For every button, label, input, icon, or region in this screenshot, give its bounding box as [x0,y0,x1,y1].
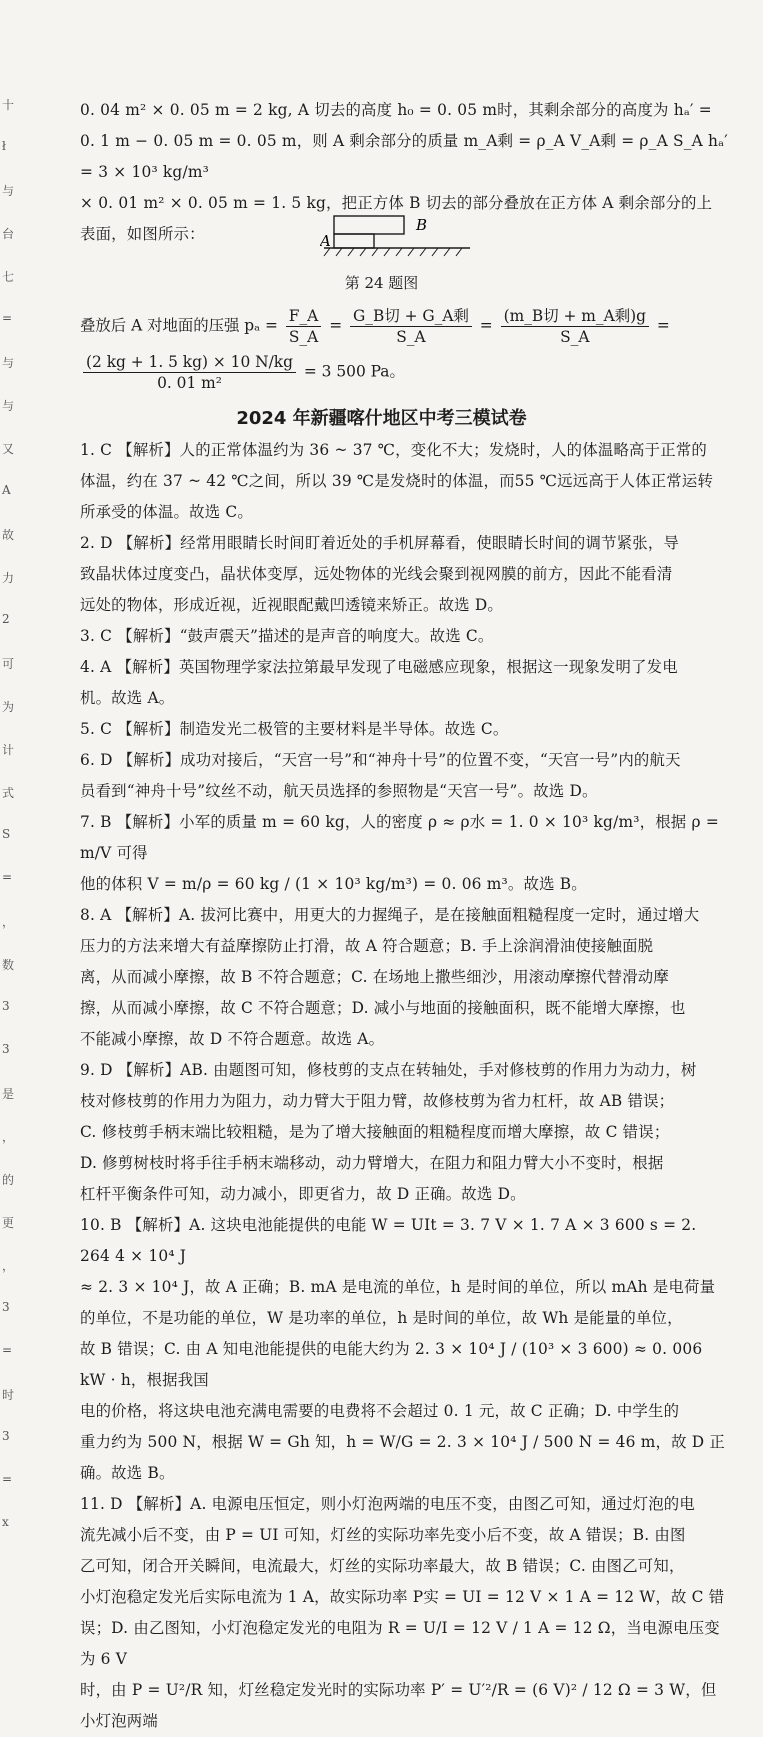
answer-line: 离，从而减小摩擦，故 B 不符合题意；C. 在场地上撒些细沙，用滚动摩擦代替滑动摩 [80,968,669,986]
figure-caption: 第 24 题图 [344,274,419,292]
section-title: 2024 年新疆喀什地区中考三模试卷 [236,408,527,429]
intro-line: 0. 1 m − 0. 05 m = 0. 05 m，则 A 剩余部分的质量 m_A剩 = ρ_A V_A剩 = ρ_A S_A hₐ′ = 3 × 10³ kg/m³ [80,132,728,181]
edge-mark: A [2,483,11,497]
edge-mark: 与 [2,399,15,413]
edge-mark: 更 [2,1216,15,1230]
edge-mark: = [2,1472,13,1486]
edge-mark: 式 [2,786,15,800]
answer-line: 9. D 【解析】AB. 由题图可知，修枝剪的支点在转轴处，手对修枝剪的作用力为动力，树 [80,1061,697,1079]
edge-mark: 3 [2,1429,10,1443]
answer-line: 1. C 【解析】人的正常体温约为 36 ~ 37 ℃，变化不大；发烧时，人的体温略高于正常的 [80,441,707,459]
answer-line: D. 修剪树枝时将手往手柄末端移动，动力臂增大，在阻力和阻力臂大小不变时，根据 [80,1154,664,1172]
answer-line: 流先减小后不变，由 P = UI 可知，灯丝的实际功率先变小后不变，故 A 错误；B. 由图 [80,1526,686,1544]
edge-mark: ， [2,915,15,929]
equals-sign: = [656,316,670,335]
answer-item [80,435,728,528]
answer-line: 11. D 【解析】A. 电源电压恒定，则小灯泡两端的电压不变，由图乙可知，通过灯泡的电 [80,1495,695,1513]
answer-line: 误；D. 由乙图知，小灯泡稳定发光的电阻为 R = U/I = 12 V / 1 A = 12 Ω，当电源电压变为 6 V [80,1619,720,1668]
answer-line: 致晶状体过度变凸，晶状体变厚，远处物体的光线会聚到视网膜的前方，因此不能看清 [80,565,673,583]
answer-item [80,807,728,900]
fraction-weights [350,306,472,347]
edge-mark: 为 [2,700,15,714]
fraction-masses [501,306,649,347]
answer-line: 体温，约在 37 ~ 42 ℃之间，所以 39 ℃是发烧时的体温，而55 ℃远远高于人体正常运转 [80,472,714,490]
edge-mark: 台 [2,227,15,241]
intro-line: × 0. 01 m² × 0. 05 m = 1. 5 kg，把正方体 B 切去的部分叠放在正方体 A 剩余部分的上 [80,194,713,212]
answer-line: 他的体积 V = m/ρ = 60 kg / (1 × 10³ kg/m³) = 0. 06 m³。故选 B。 [80,875,587,893]
equals-sign: = [329,316,343,335]
fraction-fa-sa [286,306,322,347]
answer-line: 所承受的体温。故选 C。 [80,503,253,521]
edge-mark: 力 [2,571,15,585]
label-b: B [416,216,428,234]
intro-line: 0. 04 m² × 0. 05 m = 2 kg, A 切去的高度 h₀ = 0. 05 m时，其剩余部分的高度为 hₐ′ = [80,101,712,119]
equals-sign: = [479,316,493,335]
edge-mark: = [2,311,13,325]
answer-item [80,1489,728,1737]
answer-line: C. 修枝剪手柄末端比较粗糙，是为了增大接触面的粗糙程度而增大摩擦，故 C 错误； [80,1123,670,1141]
edge-mark: = [2,1343,13,1357]
pressure-result [80,352,728,393]
edge-mark: ， [2,1130,15,1144]
answer-line: 压力的方法来增大有益摩擦防止打滑，故 A 符合题意；B. 手上涂润滑油使接触面脱 [80,937,654,955]
answer-line: 3. C 【解析】“鼓声震天”描述的是声音的响度大。故选 C。 [80,627,494,645]
edge-mark: 故 [2,528,15,542]
edge-mark: 十 [2,98,15,112]
fraction-numeric [83,352,296,393]
pressure-lead: 叠放后 A 对地面的压强 pₐ = [80,316,278,335]
answer-list [80,435,728,1737]
answer-line: 4. A 【解析】英国物理学家法拉第最早发现了电磁感应现象，根据这一现象发明了发电 [80,658,678,676]
edge-mark: 3 [2,1300,10,1314]
answer-line: ≈ 2. 3 × 10⁴ J，故 A 正确；B. mA 是电流的单位，h 是时间的单位，所以 mAh 是电荷量 [80,1278,716,1296]
edge-mark: ， [2,1259,15,1273]
answer-item [80,652,728,714]
intro-line: 表面，如图所示： [80,225,205,243]
result-value: = 3 500 Pa。 [303,362,405,381]
block-a-shape [334,234,374,248]
answer-item [80,1055,728,1210]
answer-line: 的单位，不是功能的单位，W 是功率的单位，h 是时间的单位，故 Wh 是能量的单位， [80,1309,683,1327]
answer-item [80,1210,728,1489]
answer-item [80,745,728,807]
answer-line: 乙可知，闭合开关瞬间，电流最大，灯丝的实际功率最大，故 B 错误；C. 由图乙可知， [80,1557,685,1575]
denominator: 0. 01 m² [157,374,222,392]
answer-line: 7. B 【解析】小军的质量 m = 60 kg，人的密度 ρ ≈ ρ水 = 1. 0 × 10³ kg/m³，根据 ρ = m/V 可得 [80,813,719,862]
edge-mark: 可 [2,657,15,671]
edge-mark: S [2,827,11,841]
numerator: (m_B切 + m_A剩)g [501,306,649,327]
denominator: S_A [288,328,319,346]
answer-line: 小灯泡稳定发光后实际电流为 1 A，故实际功率 P实 = UI = 12 V × 1 A = 12 W，故 C 错 [80,1588,725,1606]
block-b-shape [334,216,404,234]
edge-mark: 又 [2,442,15,456]
answer-line: 远处的物体，形成近视，近视眼配戴凹透镜来矫正。故选 D。 [80,596,503,614]
edge-mark: 与 [2,356,15,370]
answer-line: 5. C 【解析】制造发光二极管的主要材料是半导体。故选 C。 [80,720,509,738]
answer-line: 2. D 【解析】经常用眼睛长时间盯着近处的手机屏幕看，使眼睛长时间的调节紧张，导 [80,534,680,552]
denominator: S_A [560,328,590,346]
edge-mark: 时 [2,1388,15,1402]
label-a: A [320,232,331,250]
edge-mark: 与 [2,184,15,198]
edge-mark: 数 [2,958,15,972]
edge-mark: 计 [2,743,15,757]
binding-edge-fragments [0,96,18,1576]
answer-line: 重力约为 500 N，根据 W = Gh 知，h = W/G = 2. 3 × 10⁴ J / 500 N = 46 m，故 D 正确。故选 B。 [80,1433,726,1482]
ground-hatch [324,248,462,256]
numerator: G_B切 + G_A剩 [350,306,472,327]
numerator: (2 kg + 1. 5 kg) × 10 N/kg [83,352,296,373]
edge-mark: 是 [2,1087,15,1101]
answer-line: 杠杆平衡条件可知，动力减小，即更省力，故 D 正确。故选 D。 [80,1185,526,1203]
edge-mark: 七 [2,270,15,284]
answer-line: 10. B 【解析】A. 这块电池能提供的电能 W = UIt = 3. 7 V × 1. 7 A × 3 600 s = 2. 264 4 × 10⁴ J [80,1216,697,1265]
pressure-equation [80,306,728,347]
answer-line: 不能减小摩擦，故 D 不符合题意。故选 A。 [80,1030,385,1048]
answer-line: 8. A 【解析】A. 拔河比赛中，用更大的力握绳子，是在接触面粗糙程度一定时，通过增大 [80,906,700,924]
answer-item [80,621,728,652]
edge-mark: x [2,1515,9,1529]
answer-line: 擦，从而减小摩擦，故 C 不符合题意；D. 减小与地面的接触面积，既不能增大摩擦，也 [80,999,686,1017]
answer-line: 电的价格，将这块电池充满电需要的电费将不会超过 0. 1 元，故 C 正确；D. 中学生的 [80,1402,680,1420]
numerator: F_A [286,306,322,327]
answer-line: 机。故选 A。 [80,689,175,707]
denominator: S_A [396,328,426,346]
answer-item [80,714,728,745]
edge-mark: ł [2,139,6,153]
edge-mark: 3 [2,999,10,1013]
edge-mark: 2 [2,612,10,626]
edge-mark: = [2,870,13,884]
answer-item [80,528,728,621]
answer-line: 员看到“神舟十号”纹丝不动，航天员选择的参照物是“天宫一号”。故选 D。 [80,782,598,800]
edge-mark: 3 [2,1042,10,1056]
answer-line: 时，由 P = U²/R 知，灯丝稳定发光时的实际功率 P′ = U′²/R = (6 V)² / 12 Ω = 3 W，但小灯泡两端 [80,1681,717,1730]
stacked-blocks-figure [320,212,480,262]
answer-line: 枝对修枝剪的作用力为阻力，动力臂大于阻力臂，故修枝剪为省力杠杆，故 AB 错误； [80,1092,675,1110]
answer-item [80,900,728,1055]
answer-line: 6. D 【解析】成功对接后，“天宫一号”和“神舟十号”的位置不变，“天宫一号”内的航天 [80,751,681,769]
answer-line: 故 B 错误；C. 由 A 知电池能提供的电能大约为 2. 3 × 10⁴ J / (10³ × 3 600) ≈ 0. 006 kW · h，根据我国 [80,1340,703,1389]
edge-mark: 的 [2,1173,15,1187]
